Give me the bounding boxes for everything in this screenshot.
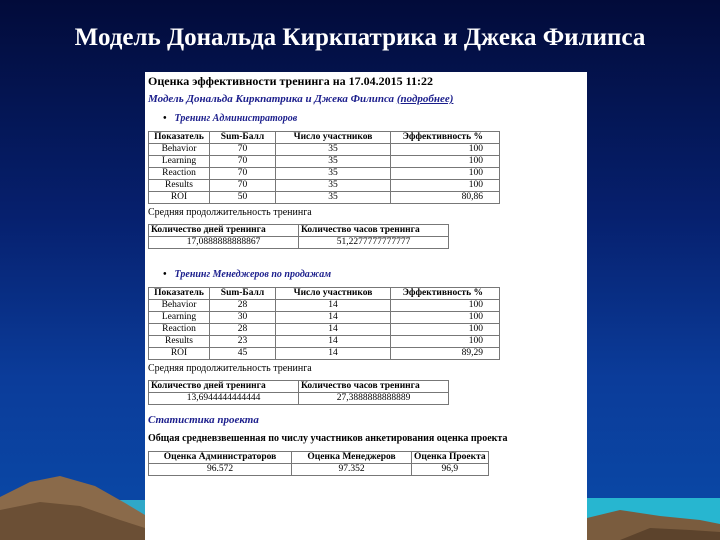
table-cell: 96.572 bbox=[149, 464, 292, 476]
project-scores-table bbox=[148, 451, 489, 476]
table-header-row bbox=[149, 381, 449, 393]
table-cell: ROI bbox=[149, 192, 210, 204]
column-header: Sum-Балл bbox=[210, 132, 276, 144]
table-cell: 35 bbox=[276, 192, 391, 204]
table-cell: 14 bbox=[276, 324, 391, 336]
table-edge bbox=[500, 180, 511, 192]
table-header-row bbox=[149, 452, 489, 464]
table-header-row bbox=[149, 288, 511, 300]
column-header: Число участников bbox=[276, 132, 391, 144]
table-cell: 97.352 bbox=[292, 464, 412, 476]
avg-duration-label: Средняя продолжительность тренинга bbox=[148, 363, 312, 374]
column-header: Оценка Проекта bbox=[412, 452, 489, 464]
table-cell: 70 bbox=[210, 168, 276, 180]
table-edge bbox=[500, 300, 511, 312]
column-header: Количество дней тренинга bbox=[149, 381, 299, 393]
table-cell: 70 bbox=[210, 180, 276, 192]
report-document bbox=[145, 72, 587, 540]
table-cell: 100 bbox=[391, 312, 500, 324]
avg-duration-label: Средняя продолжительность тренинга bbox=[148, 207, 312, 218]
table-cell: 30 bbox=[210, 312, 276, 324]
table-cell: 80,86 bbox=[391, 192, 500, 204]
table-cell: 96,9 bbox=[412, 464, 489, 476]
table-cell: Results bbox=[149, 180, 210, 192]
table-row bbox=[149, 180, 511, 192]
table-row bbox=[149, 300, 511, 312]
bullet-icon: • bbox=[163, 113, 167, 124]
table-row bbox=[149, 237, 449, 249]
duration-table-managers bbox=[148, 380, 449, 405]
column-header: Количество часов тренинга bbox=[299, 381, 449, 393]
table-cell: 35 bbox=[276, 144, 391, 156]
table-cell: 17,0888888888867 bbox=[149, 237, 299, 249]
column-header: Количество часов тренинга bbox=[299, 225, 449, 237]
table-cell: 13,6944444444444 bbox=[149, 393, 299, 405]
slide-title: Модель Дональда Киркпатрика и Джека Филипса bbox=[74, 24, 646, 51]
table-cell: 100 bbox=[391, 324, 500, 336]
table-row bbox=[149, 156, 511, 168]
table-cell: Learning bbox=[149, 312, 210, 324]
table-edge bbox=[500, 348, 511, 360]
table-cell: 100 bbox=[391, 336, 500, 348]
table-cell: 28 bbox=[210, 300, 276, 312]
table-cell: 28 bbox=[210, 324, 276, 336]
column-header: Показатель bbox=[149, 132, 210, 144]
table-cell: 35 bbox=[276, 180, 391, 192]
report-header: Оценка эффективности тренинга на 17.04.2015 11:22 bbox=[148, 74, 433, 88]
table-cell: 100 bbox=[391, 180, 500, 192]
table-cell: 23 bbox=[210, 336, 276, 348]
bullet-icon: • bbox=[163, 269, 167, 280]
table-cell: 51,2277777777777 bbox=[299, 237, 449, 249]
column-header: Оценка Менеджеров bbox=[292, 452, 412, 464]
column-header: Количество дней тренинга bbox=[149, 225, 299, 237]
table-cell: 70 bbox=[210, 144, 276, 156]
column-header: Показатель bbox=[149, 288, 210, 300]
table-cell: 100 bbox=[391, 144, 500, 156]
table-cell: 45 bbox=[210, 348, 276, 360]
table-cell: ROI bbox=[149, 348, 210, 360]
section-title-managers bbox=[145, 249, 587, 280]
table-edge bbox=[500, 324, 511, 336]
section-title-admins bbox=[145, 105, 587, 124]
table-cell: Learning bbox=[149, 156, 210, 168]
table-edge bbox=[500, 144, 511, 156]
table-row bbox=[149, 336, 511, 348]
table-row bbox=[149, 324, 511, 336]
table-cell: 35 bbox=[276, 156, 391, 168]
table-cell: 14 bbox=[276, 348, 391, 360]
table-cell: 27,3888888888889 bbox=[299, 393, 449, 405]
table-row bbox=[149, 144, 511, 156]
table-cell: Reaction bbox=[149, 324, 210, 336]
table-cell: 50 bbox=[210, 192, 276, 204]
table-edge bbox=[500, 288, 511, 300]
section-title-text: Тренинг Менеджеров по продажам bbox=[174, 269, 332, 280]
column-header: Оценка Администраторов bbox=[149, 452, 292, 464]
table-cell: 35 bbox=[276, 168, 391, 180]
column-header: Число участников bbox=[276, 288, 391, 300]
table-cell: Behavior bbox=[149, 300, 210, 312]
column-header: Эффективность % bbox=[391, 132, 500, 144]
details-link[interactable]: (подробнее) bbox=[396, 93, 454, 105]
table-row bbox=[149, 192, 511, 204]
table-row bbox=[149, 312, 511, 324]
table-edge bbox=[500, 192, 511, 204]
table-row bbox=[149, 168, 511, 180]
column-header: Эффективность % bbox=[391, 288, 500, 300]
table-row bbox=[149, 393, 449, 405]
metrics-table-managers bbox=[148, 287, 510, 360]
table-header-row bbox=[149, 132, 511, 144]
table-edge bbox=[500, 132, 511, 144]
table-cell: 70 bbox=[210, 156, 276, 168]
table-cell: Results bbox=[149, 336, 210, 348]
table-cell: 14 bbox=[276, 300, 391, 312]
table-row bbox=[149, 348, 511, 360]
table-cell: 89,29 bbox=[391, 348, 500, 360]
model-title bbox=[145, 89, 587, 105]
table-cell: Reaction bbox=[149, 168, 210, 180]
table-edge bbox=[500, 312, 511, 324]
model-title-text: Модель Дональда Киркпатрика и Джека Филипса bbox=[148, 93, 395, 105]
table-cell: 14 bbox=[276, 312, 391, 324]
section-title-text: Тренинг Администраторов bbox=[174, 113, 298, 124]
table-cell: 100 bbox=[391, 156, 500, 168]
table-edge bbox=[500, 168, 511, 180]
table-header-row bbox=[149, 225, 449, 237]
table-cell: 100 bbox=[391, 168, 500, 180]
project-stats-description: Общая средневзвешенная по числу участников анкетирования оценка проекта bbox=[148, 433, 508, 444]
table-row bbox=[149, 464, 489, 476]
project-stats-title: Статистика проекта bbox=[148, 414, 259, 426]
table-cell: Behavior bbox=[149, 144, 210, 156]
table-edge bbox=[500, 156, 511, 168]
table-edge bbox=[500, 336, 511, 348]
metrics-table-admins bbox=[148, 131, 510, 204]
table-cell: 14 bbox=[276, 336, 391, 348]
column-header: Sum-Балл bbox=[210, 288, 276, 300]
table-cell: 100 bbox=[391, 300, 500, 312]
duration-table-admins bbox=[148, 224, 449, 249]
